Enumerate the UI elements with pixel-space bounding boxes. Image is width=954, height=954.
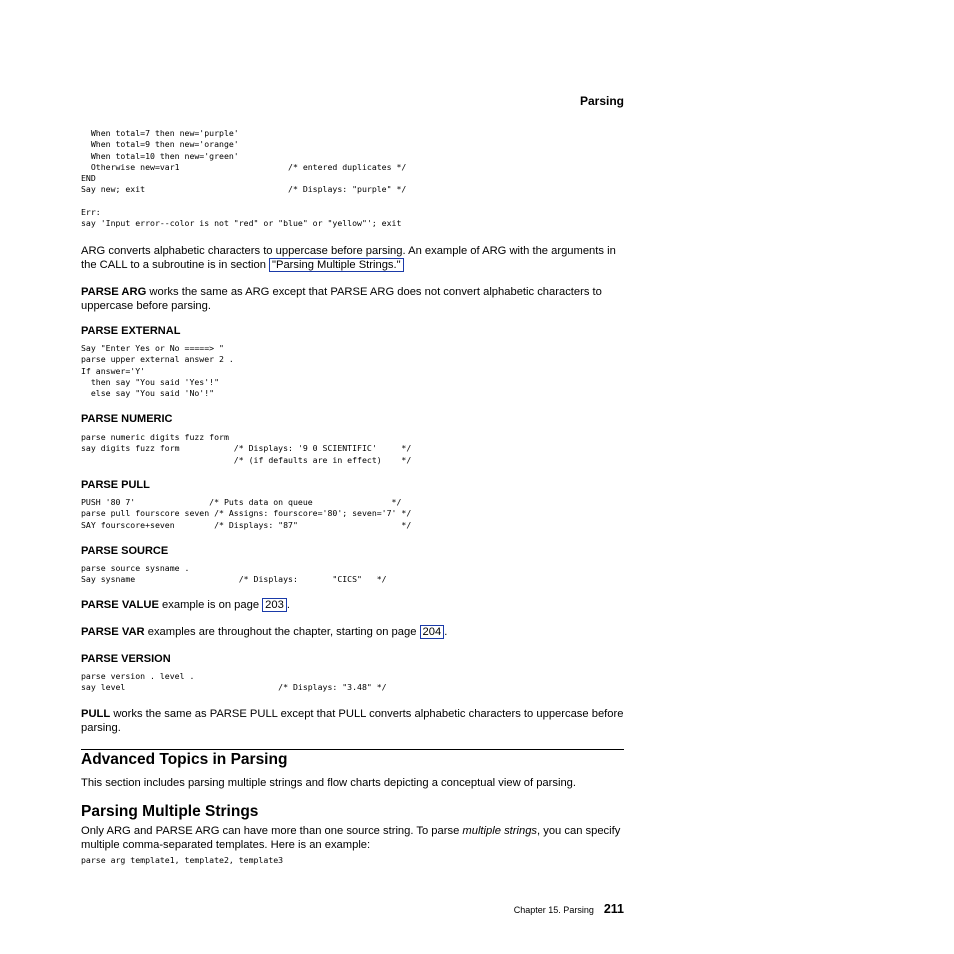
page-number: 211	[603, 902, 624, 916]
parse-var-period: .	[444, 626, 448, 638]
parse-var-text: examples are throughout the chapter, starting on page	[144, 626, 420, 638]
parse-pull-code: PUSH '80 7' /* Puts data on queue */ parse pull fourscore seven /* Assigns: fourscore='80'; seven='7' */ SAY fourscore+seven /* Displays: "87" */	[81, 497, 412, 530]
advanced-topics-heading: Advanced Topics in Parsing	[81, 751, 288, 768]
parsing-multiple-strings-link[interactable]: "Parsing Multiple Strings."	[269, 258, 404, 272]
page-footer	[514, 902, 624, 916]
parse-pull-heading: PARSE PULL	[81, 479, 150, 491]
parse-external-code: Say "Enter Yes or No =====> " parse upper external answer 2 . If answer='Y' then say "You said 'Yes'!" else say "You said 'No'!"	[81, 343, 234, 399]
parse-var-paragraph	[81, 626, 626, 640]
code-example-select: When total=7 then new='purple' When total=9 then new='orange' When total=10 then new='green' Otherwise new=var1 /* entered duplicates */ END Say new; exit /* Displays: "purple" */ Err: say 'Input error--color is not "red" or "blue" or "yellow"'; exit	[81, 128, 407, 229]
arg-text: ARG converts alphabetic characters to uppercase before parsing. An example of ARG with the arguments in the CALL to a subroutine is in section	[81, 245, 616, 271]
parse-arg-text: works the same as ARG except that PARSE ARG does not convert alphabetic characters to uppercase before parsing.	[81, 286, 602, 312]
parse-var-term: PARSE VAR	[81, 626, 145, 638]
advanced-topics-paragraph: This section includes parsing multiple strings and flow charts depicting a conceptual view of parsing.	[81, 777, 576, 789]
parsing-multiple-strings-paragraph	[81, 825, 626, 852]
parse-version-code: parse version . level . say level /* Displays: "3.48" */	[81, 671, 387, 693]
parse-value-text: example is on page	[158, 599, 263, 611]
parse-arg-templates-code: parse arg template1, template2, template3	[81, 855, 284, 865]
parse-value-term: PARSE VALUE	[81, 599, 159, 611]
parse-numeric-heading: PARSE NUMERIC	[81, 413, 173, 425]
parsing-multiple-strings-heading: Parsing Multiple Strings	[81, 803, 259, 820]
section-divider	[81, 749, 624, 750]
parse-value-paragraph	[81, 599, 626, 613]
footer-chapter: Chapter 15. Parsing	[513, 905, 594, 915]
parse-version-heading: PARSE VERSION	[81, 653, 171, 665]
page-204-link[interactable]: 204	[420, 625, 445, 639]
pull-text: works the same as PARSE PULL except that PULL converts alphabetic characters to uppercase before parsing.	[81, 708, 624, 734]
parse-arg-term: PARSE ARG	[81, 286, 147, 298]
multiple-text-before: Only ARG and PARSE ARG can have more than one source string. To parse	[81, 825, 463, 837]
parse-numeric-code: parse numeric digits fuzz form say digits fuzz form /* Displays: '9 0 SCIENTIFIC' */ /* (if defaults are in effect) */	[81, 432, 412, 465]
multiple-strings-term: multiple strings	[462, 825, 538, 837]
parse-value-period: .	[286, 599, 290, 611]
parse-source-heading: PARSE SOURCE	[81, 545, 169, 557]
pull-term: PULL	[81, 708, 111, 720]
pull-paragraph	[81, 708, 626, 735]
page-203-link[interactable]: 203	[262, 598, 287, 612]
multiple-text-after: , you can specify multiple comma-separated templates. Here is an example:	[81, 825, 621, 851]
running-header: Parsing	[579, 94, 624, 108]
parse-source-code: parse source sysname . Say sysname /* Displays: "CICS" */	[81, 563, 387, 585]
parse-arg-paragraph	[81, 286, 626, 313]
arg-paragraph	[81, 245, 626, 272]
parse-external-heading: PARSE EXTERNAL	[81, 325, 181, 337]
